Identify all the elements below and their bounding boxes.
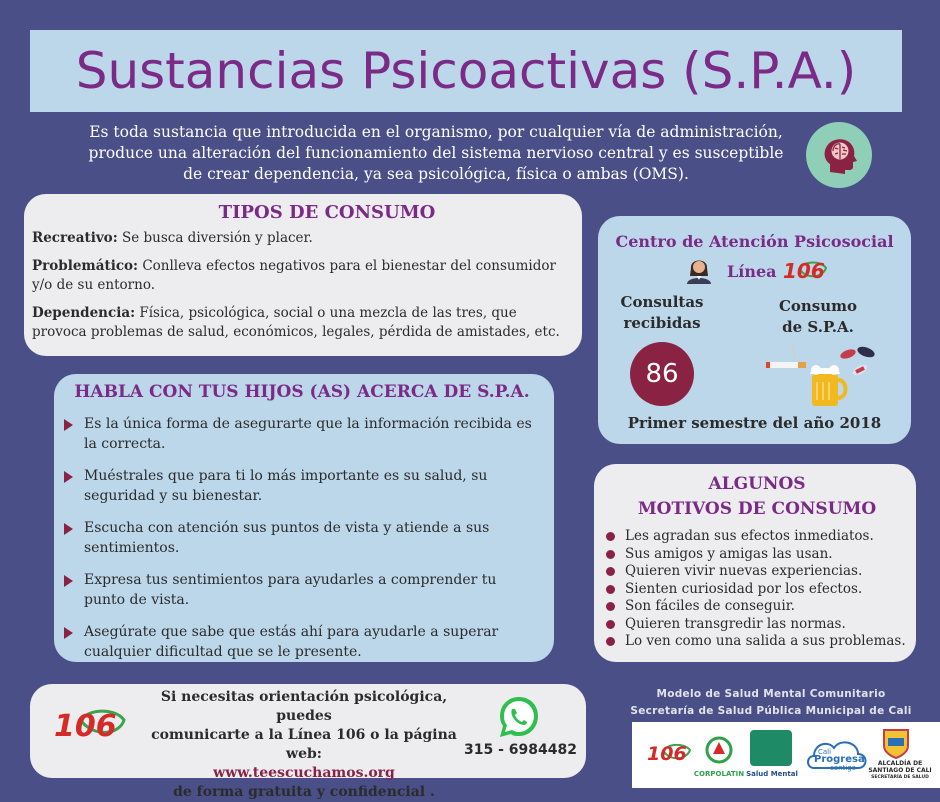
substances-icon [766, 340, 886, 410]
centro-atencion-title: Centro de Atención Psicosocial [615, 232, 894, 251]
habla-hijos-card [54, 374, 554, 662]
tipo-text: Conlleva efectos negativos para el bienestar del consumidor y/o de su entorno. [32, 258, 556, 293]
list-item [606, 581, 908, 599]
modelo-text [612, 686, 930, 720]
list-item [606, 546, 908, 564]
triangle-bullet-icon [64, 575, 73, 587]
list-item [64, 622, 540, 662]
list-item [606, 633, 908, 651]
alcaldia-line: SANTIAGO DE CALI [868, 767, 932, 774]
list-item [606, 598, 908, 616]
dot-bullet-icon [606, 550, 615, 559]
logo-106-number: 106 [647, 743, 687, 765]
tipo-text: Se busca diversión y placer. [117, 230, 313, 246]
progresa-label: Progresa [814, 754, 865, 765]
list-item-text: Quieren vivir nuevas experiencias. [625, 563, 863, 579]
contigo-label: contigo [830, 764, 856, 772]
list-item [64, 570, 540, 610]
logos-bar [632, 722, 940, 788]
list-item-text: Escucha con atención sus puntos de vista y atiende a sus sentimientos. [84, 520, 490, 556]
consultas-value-badge: 86 [630, 342, 694, 406]
tipo-text: Física, psicológica, social o una mezcla de las tres, que provoca problemas de salud, económicos, legales, pérdida de amistades, etc. [32, 305, 560, 340]
motivos-title [606, 472, 908, 522]
list-item [64, 518, 540, 558]
dot-bullet-icon [606, 585, 615, 594]
website-link[interactable]: www.teescuchamos.org [213, 765, 395, 781]
tipos-consumo-card [24, 194, 582, 356]
brain-head-icon [806, 122, 872, 188]
list-item-text: Son fáciles de conseguir. [625, 598, 795, 614]
contacto-line: Si necesitas orientación psicológica, puedes [160, 689, 448, 724]
list-item-text: Muéstrales que para ti lo más importante es su salud, su seguridad y su bienestar. [84, 468, 488, 504]
consultas-label: Consultas recibidas [620, 293, 704, 332]
contacto-line: comunicarte a la Línea 106 o la página web: [151, 727, 457, 762]
phone-number: 315 - 6984482 [464, 742, 577, 758]
tipos-consumo-title: TIPOS DE CONSUMO [218, 202, 436, 223]
tipo-item [32, 229, 572, 248]
alcaldia-line: ALCALDÍA DE [877, 760, 923, 767]
dot-bullet-icon [606, 567, 615, 576]
page-title: Sustancias Psicoactivas (S.P.A.) [75, 42, 857, 100]
alcaldia-line: SECRETARÍA DE SALUD [871, 775, 929, 780]
list-item-text: Asegúrate que sabe que estás ahí para ayudarle a superar cualquier dificultad que se le presente. [84, 624, 499, 660]
motivos-consumo-card [594, 464, 916, 662]
list-item [64, 414, 540, 454]
triangle-bullet-icon [64, 471, 73, 483]
modelo-line: Secretaría de Salud Pública Municipal de Cali [630, 705, 912, 717]
list-item [606, 528, 908, 546]
triangle-bullet-icon [64, 627, 73, 639]
list-item-text: Les agradan sus efectos inmediatos. [625, 528, 874, 544]
motivos-title-line1: ALGUNOS [708, 474, 806, 494]
tipo-term: Recreativo: [32, 230, 118, 246]
title-banner [30, 30, 902, 112]
tipo-item [32, 304, 572, 342]
logo-106 [646, 738, 692, 768]
salud-mental-logo-icon [750, 730, 792, 766]
tipo-term: Dependencia: [32, 305, 136, 321]
dot-bullet-icon [606, 602, 615, 611]
motivos-title-line2: MOTIVOS DE CONSUMO [637, 499, 877, 519]
list-item-text: Es la única forma de asegurarte que la información recibida es la correcta. [84, 416, 532, 452]
alcaldia-caption [868, 760, 932, 781]
linea-106-logo [780, 256, 828, 284]
psychologist-icon [684, 254, 714, 284]
tipo-item [32, 257, 572, 295]
corpolatin-caption: CORPOLATIN [693, 770, 745, 778]
list-item [64, 466, 540, 506]
list-item [606, 616, 908, 634]
corpolatin-logo-icon [700, 734, 738, 768]
dot-bullet-icon [606, 637, 615, 646]
cali-progresa-logo [804, 728, 870, 782]
linea-106-number: 106 [783, 259, 825, 283]
contacto-106-number: 106 [54, 709, 117, 744]
list-item [606, 563, 908, 581]
consumo-label: Consumo de S.P.A. [778, 297, 858, 336]
dot-bullet-icon [606, 532, 615, 541]
intro-text: Es toda sustancia que introducida en el organismo, por cualquier vía de administración, produce una alteración del funcionamiento del sistema nervioso central y es susceptible de crear dependencia, ya sea psicológica, física o ambas (OMS). [88, 123, 784, 183]
salud-mental-caption: Salud Mental [746, 770, 798, 778]
contacto-text [136, 688, 472, 802]
linea-label: Línea [727, 262, 777, 281]
dot-bullet-icon [606, 620, 615, 629]
list-item-text: Lo ven como una salida a sus problemas. [625, 633, 906, 649]
whatsapp-icon [496, 694, 542, 740]
alcaldia-shield-icon [882, 728, 910, 760]
list-item-text: Quieren transgredir las normas. [625, 615, 846, 632]
cali-label: Cali [818, 748, 832, 756]
contacto-line: de forma gratuita y confidencial . [173, 784, 435, 800]
list-item-text: Expresa tus sentimientos para ayudarles a comprender tu punto de vista. [84, 572, 497, 608]
list-item-text: Sus amigos y amigas las usan. [625, 545, 833, 562]
modelo-line: Modelo de Salud Mental Comunitario [656, 688, 886, 700]
triangle-bullet-icon [64, 419, 73, 431]
habla-hijos-title: HABLA CON TUS HIJOS (AS) ACERCA DE S.P.A. [74, 382, 530, 402]
tipo-term: Problemático: [32, 258, 139, 274]
periodo-text: Primer semestre del año 2018 [627, 414, 882, 432]
list-item-text: Sienten curiosidad por los efectos. [625, 580, 863, 597]
linea-106-logo [52, 700, 128, 748]
triangle-bullet-icon [64, 523, 73, 535]
